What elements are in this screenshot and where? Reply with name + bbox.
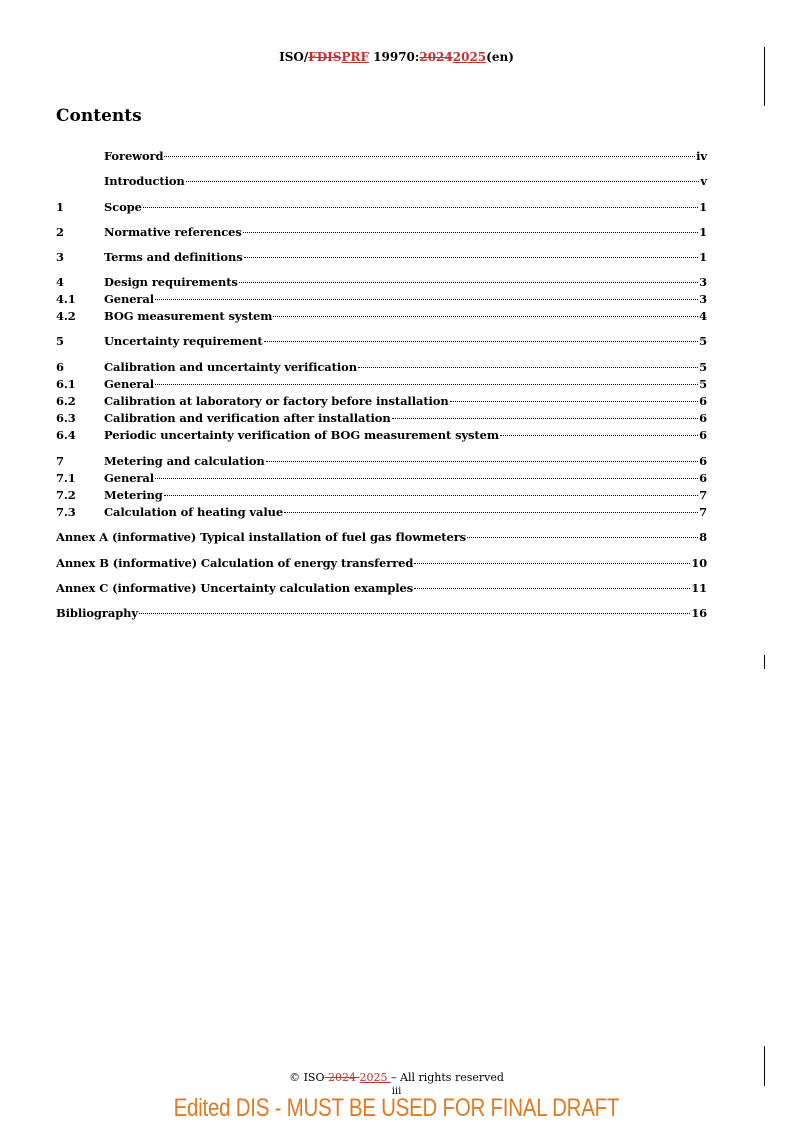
toc-entry[interactable]	[56, 199, 707, 215]
toc-leader	[244, 257, 698, 258]
toc-leader	[139, 613, 690, 614]
toc-title: Annex C (informative) Uncertainty calculation examples	[56, 581, 414, 595]
toc-number: 2	[56, 225, 64, 239]
toc-entry[interactable]	[56, 173, 707, 189]
toc-title: Periodic uncertainty verification of BOG measurement system	[104, 428, 499, 442]
header-number: 19970:	[368, 50, 420, 64]
toc-leader	[155, 299, 698, 300]
toc-page: 5	[699, 334, 707, 348]
toc-entry[interactable]	[56, 393, 707, 409]
toc-leader	[155, 478, 698, 479]
footer-prefix: © ISO	[289, 1071, 325, 1084]
toc-page: v	[700, 174, 707, 188]
toc-leader	[239, 282, 698, 283]
toc-page: 1	[699, 225, 707, 239]
toc-title: Design requirements	[104, 275, 238, 289]
toc-number: 6.1	[56, 377, 76, 391]
toc-leader	[273, 316, 698, 317]
toc-leader	[264, 341, 698, 342]
toc-entry[interactable]	[56, 376, 707, 392]
toc-title: Annex B (informative) Calculation of energy transferred	[56, 556, 414, 570]
toc-number: 1	[56, 200, 64, 214]
toc-number: 6	[56, 360, 64, 374]
toc-title: Metering and calculation	[104, 454, 265, 468]
toc-page: 7	[699, 488, 707, 502]
toc-title: General	[104, 377, 154, 391]
toc-leader	[392, 418, 698, 419]
toc-number: 5	[56, 334, 64, 348]
header-deleted-stage: FDIS	[308, 50, 342, 64]
toc-title: Calibration at laboratory or factory before installation	[104, 394, 449, 408]
change-bar-middle	[764, 655, 765, 669]
toc-entry[interactable]	[56, 308, 707, 324]
toc-entry[interactable]	[56, 249, 707, 265]
toc-page: iv	[696, 149, 707, 163]
footer-suffix: – All rights reserved	[391, 1071, 504, 1084]
toc-leader	[450, 401, 698, 402]
document-header	[0, 50, 793, 64]
toc-number: 4.2	[56, 309, 76, 323]
toc-page: 7	[699, 505, 707, 519]
toc-title: General	[104, 292, 154, 306]
toc-entry[interactable]	[56, 580, 707, 596]
toc-title: Introduction	[104, 174, 185, 188]
toc-number: 7	[56, 454, 64, 468]
toc-title: Metering	[104, 488, 163, 502]
toc-page: 10	[691, 556, 707, 570]
toc-leader	[243, 232, 698, 233]
toc-leader	[143, 207, 698, 208]
toc-title: Foreword	[104, 149, 164, 163]
toc-page: 8	[699, 530, 707, 544]
toc-title: Terms and definitions	[104, 250, 243, 264]
toc-entry[interactable]	[56, 224, 707, 240]
toc-number: 7.3	[56, 505, 76, 519]
copyright-footer	[0, 1071, 793, 1084]
header-suffix: (en)	[486, 50, 514, 64]
toc-entry[interactable]	[56, 333, 707, 349]
toc-number: 4.1	[56, 292, 76, 306]
toc-title: Bibliography	[56, 606, 138, 620]
toc-page: 5	[699, 360, 707, 374]
toc-title: Calibration and uncertainty verification	[104, 360, 357, 374]
toc-page: 6	[699, 394, 707, 408]
toc-entry[interactable]	[56, 487, 707, 503]
toc-page: 1	[699, 200, 707, 214]
toc-page: 6	[699, 411, 707, 425]
toc-leader	[414, 563, 690, 564]
toc-leader	[414, 588, 690, 589]
toc-page: 4	[699, 309, 707, 323]
toc-number: 3	[56, 250, 64, 264]
footer-inserted-year: 2025	[359, 1071, 391, 1084]
toc-leader	[500, 435, 698, 436]
toc-number: 6.2	[56, 394, 76, 408]
toc-leader	[284, 512, 698, 513]
toc-title: Annex A (informative) Typical installation of fuel gas flowmeters	[56, 530, 467, 544]
toc-number: 7.1	[56, 471, 76, 485]
toc-title: Uncertainty requirement	[104, 334, 263, 348]
toc-leader	[186, 181, 700, 182]
header-inserted-stage: PRF	[341, 50, 369, 64]
toc-page: 16	[691, 606, 707, 620]
toc-entry[interactable]	[56, 504, 707, 520]
page-number: iii	[391, 1086, 402, 1097]
contents-title: Contents	[56, 106, 142, 126]
toc-page: 11	[691, 581, 707, 595]
draft-watermark: Edited DIS - MUST BE USED FOR FINAL DRAFT	[173, 1094, 620, 1122]
header-deleted-year: 2024	[419, 50, 453, 64]
toc-page: 3	[699, 275, 707, 289]
toc-entry[interactable]	[56, 274, 707, 290]
toc-leader	[358, 367, 698, 368]
toc-leader	[164, 495, 698, 496]
toc-leader	[467, 537, 698, 538]
toc-entry[interactable]	[56, 359, 707, 375]
toc-entry[interactable]	[56, 410, 707, 426]
toc-page: 6	[699, 454, 707, 468]
toc-page: 5	[699, 377, 707, 391]
toc-entry[interactable]	[56, 555, 707, 571]
toc-entry[interactable]	[56, 529, 707, 545]
toc-page: 6	[699, 471, 707, 485]
toc-leader	[266, 461, 698, 462]
toc-entry[interactable]	[56, 427, 707, 443]
toc-page: 1	[699, 250, 707, 264]
toc-leader	[155, 384, 698, 385]
toc-number: 4	[56, 275, 64, 289]
toc-entry[interactable]	[56, 605, 707, 621]
toc-title: BOG measurement system	[104, 309, 273, 323]
toc-number: 6.4	[56, 428, 76, 442]
toc-entry[interactable]	[56, 453, 707, 469]
toc-title: Scope	[104, 200, 142, 214]
toc-title: Normative references	[104, 225, 242, 239]
toc-page: 3	[699, 292, 707, 306]
toc-title: General	[104, 471, 154, 485]
header-prefix: ISO/	[279, 50, 309, 64]
toc-number: 7.2	[56, 488, 76, 502]
toc-page: 6	[699, 428, 707, 442]
toc-number: 6.3	[56, 411, 76, 425]
toc-entry[interactable]	[56, 148, 707, 164]
header-inserted-year: 2025	[452, 50, 487, 64]
toc-leader	[164, 156, 695, 157]
toc-title: Calculation of heating value	[104, 505, 284, 519]
toc-title: Calibration and verification after installation	[104, 411, 391, 425]
toc-entry[interactable]	[56, 291, 707, 307]
footer-deleted-year: 2024	[324, 1071, 360, 1084]
toc-entry[interactable]	[56, 470, 707, 486]
